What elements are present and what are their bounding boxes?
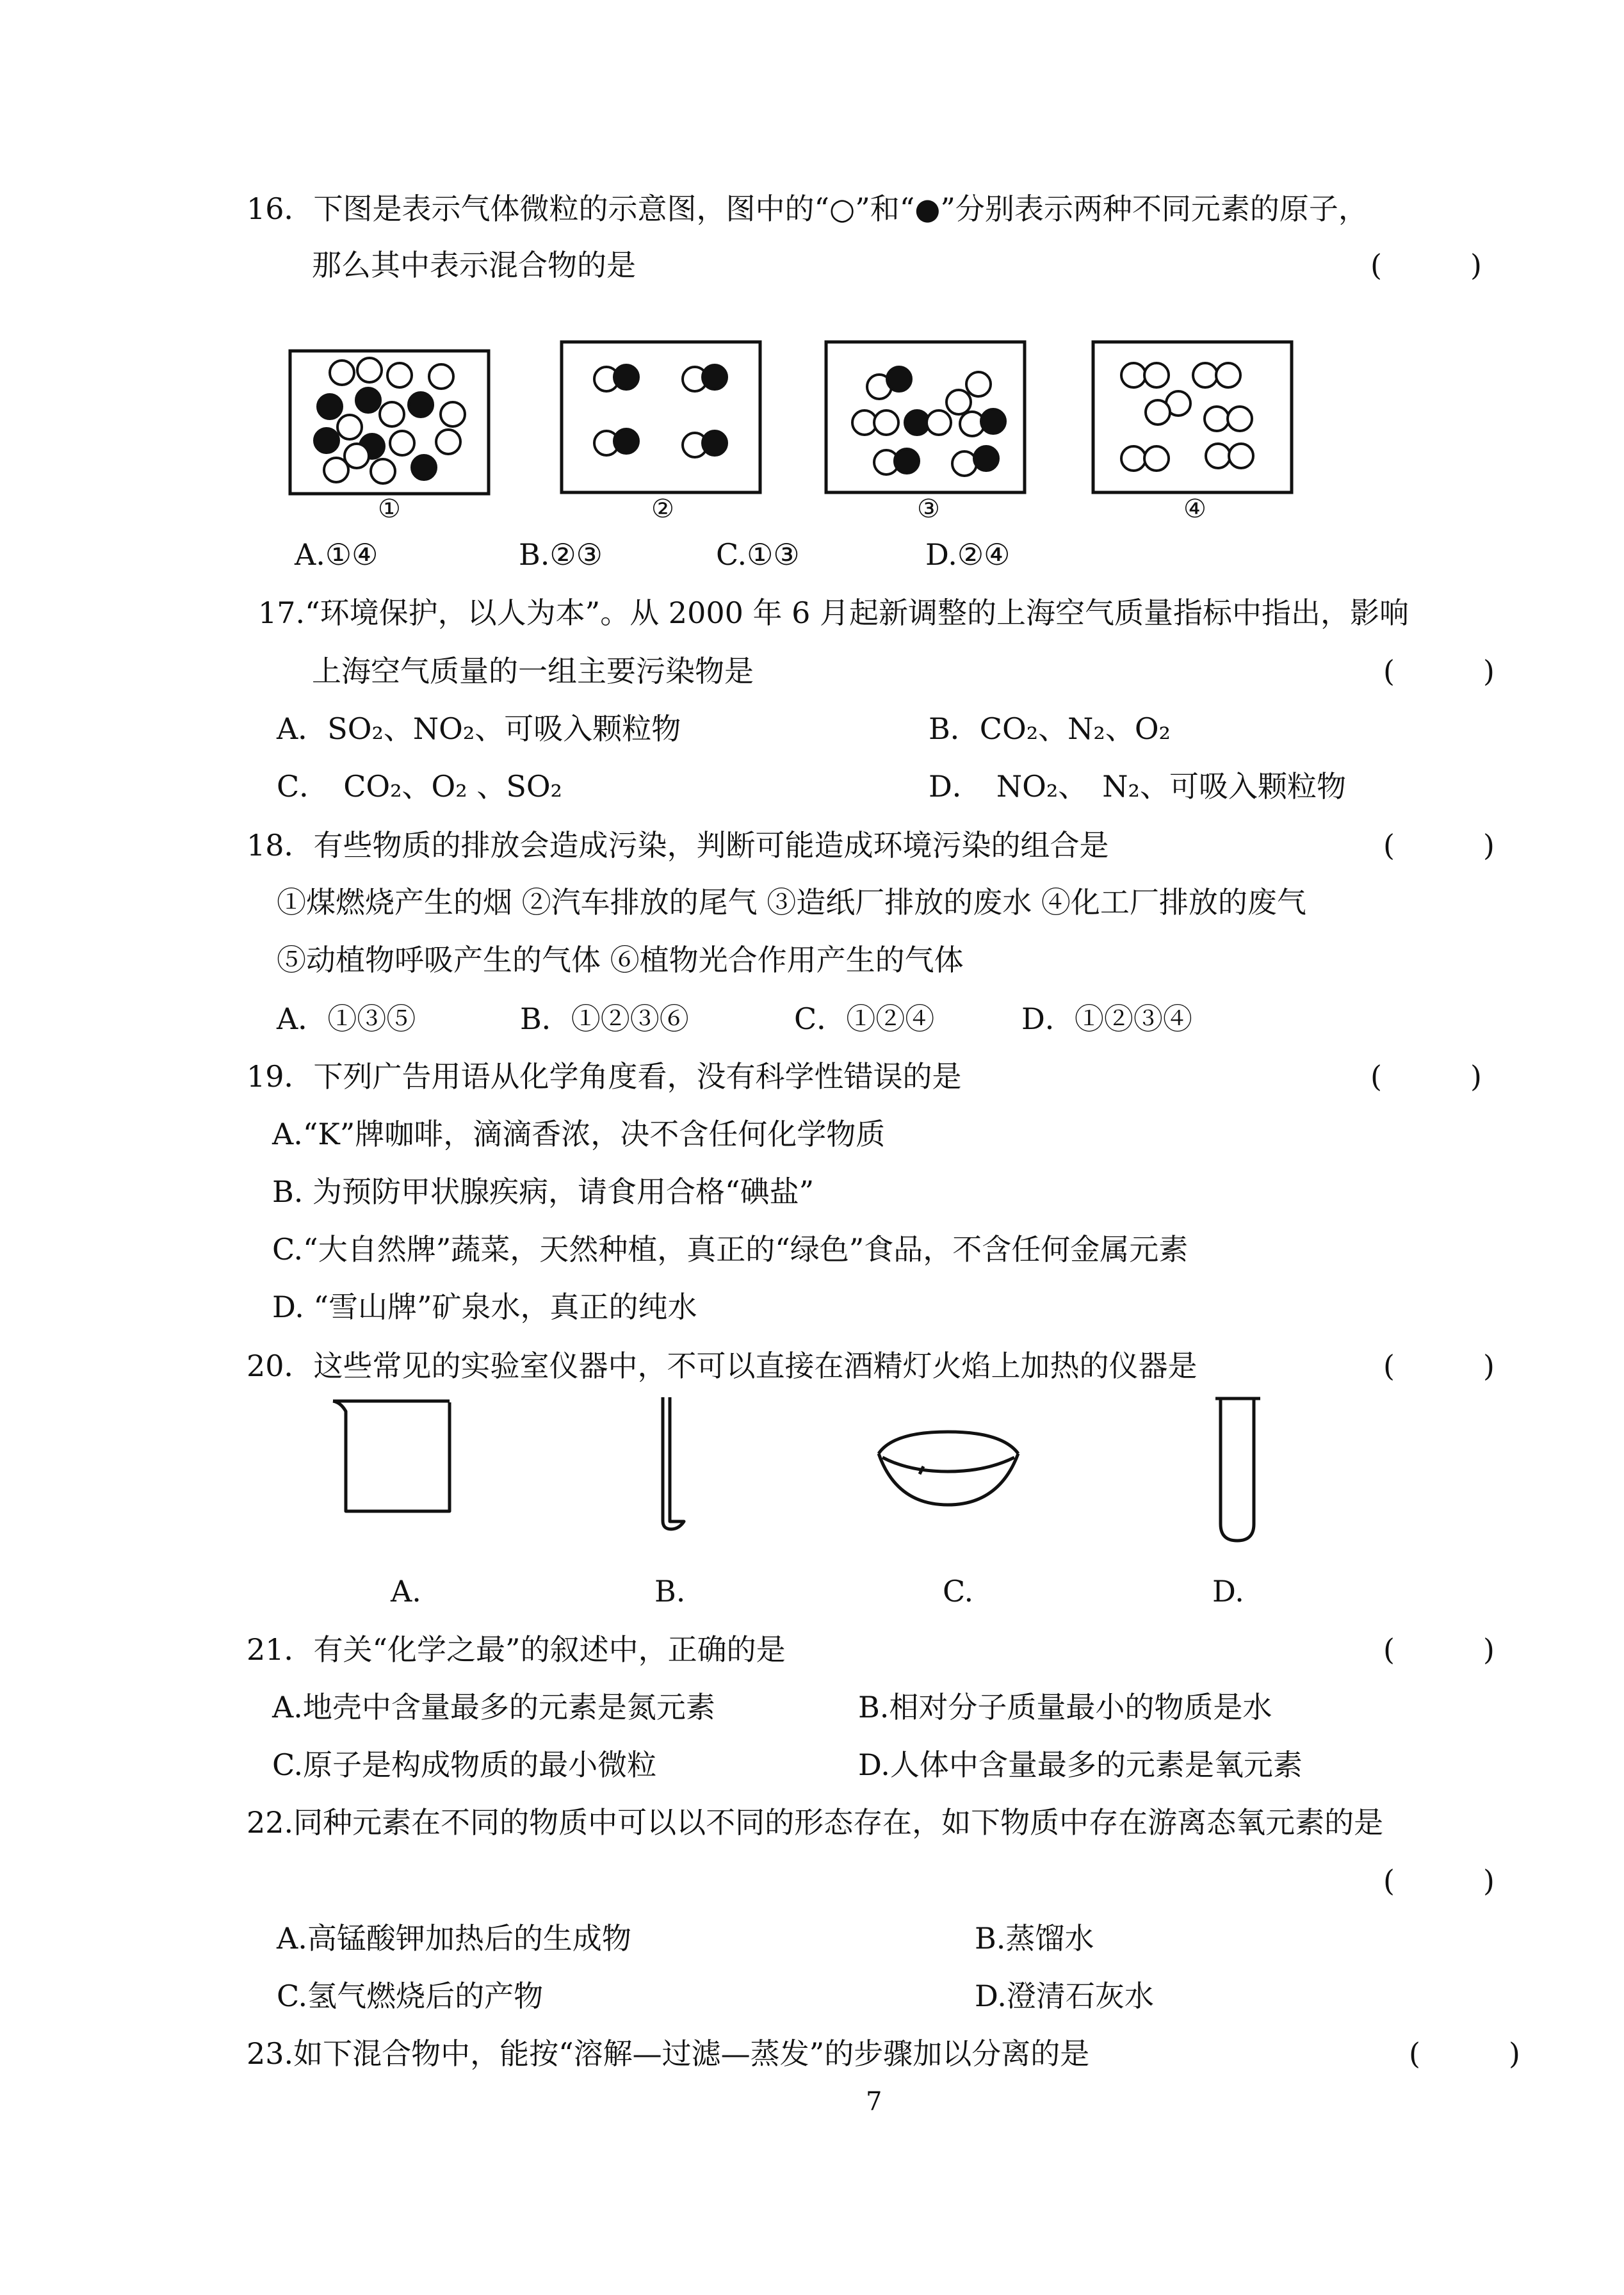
q20-answer-paren: ( ): [1383, 1349, 1495, 1383]
q17-stem-line2: 上海空气质量的一组主要污染物是: [312, 654, 754, 688]
evaporating-dish-icon: [879, 1432, 1018, 1505]
q16-stem-line1: 16．下图是表示气体微粒的示意图，图中的“○”和“●”分别表示两种不同元素的原子，: [247, 191, 1368, 226]
beaker-icon: [333, 1401, 450, 1511]
page-number: 7: [866, 2087, 882, 2116]
q21-option-b[interactable]: B.相对分子质量最小的物质是水: [858, 1690, 1272, 1724]
q22-option-b[interactable]: B.蒸馏水: [975, 1921, 1094, 1956]
q22-answer-paren: ( ): [1383, 1863, 1495, 1898]
q16-particle-diagrams: [0, 333, 1624, 499]
q20-instruments: [0, 1390, 1624, 1550]
q20-option-c[interactable]: C.: [943, 1574, 974, 1609]
diagram-box-4: [1093, 342, 1292, 492]
q23-stem: 23.如下混合物中，能按“溶解—过滤—蒸发”的步骤加以分离的是: [247, 2036, 1090, 2071]
q17-option-d[interactable]: D． NO₂、 N₂、可吸入颗粒物: [929, 769, 1346, 804]
q19-option-d[interactable]: D. “雪山牌”矿泉水，真正的纯水: [272, 1290, 697, 1324]
q20-stem: 20．这些常见的实验室仪器中，不可以直接在酒精灯火焰上加热的仪器是: [247, 1349, 1198, 1383]
q19-option-c[interactable]: C.“大自然牌”蔬菜，天然种植，真正的“绿色”食品，不含任何金属元素: [272, 1232, 1189, 1267]
q20-option-d[interactable]: D.: [1212, 1574, 1244, 1609]
q22-option-d[interactable]: D.澄清石灰水: [975, 1979, 1154, 2013]
q21-option-c[interactable]: C.原子是构成物质的最小微粒: [272, 1748, 657, 1782]
q21-answer-paren: ( ): [1383, 1632, 1495, 1667]
q19-stem: 19．下列广告用语从化学角度看，没有科学性错误的是: [247, 1059, 962, 1094]
q21-option-d[interactable]: D.人体中含量最多的元素是氧元素: [858, 1748, 1303, 1782]
q22-stem: 22.同种元素在不同的物质中可以以不同的形态存在，如下物质中存在游离态氧元素的是: [247, 1805, 1384, 1840]
q22-option-a[interactable]: A.高锰酸钾加热后的生成物: [277, 1921, 631, 1956]
q18-items-line2: ⑤动植物呼吸产生的气体 ⑥植物光合作用产生的气体: [277, 943, 964, 977]
q16-stem-line2: 那么其中表示混合物的是: [312, 248, 636, 282]
diagram-box-2: [562, 342, 760, 492]
q16-option-b[interactable]: B.②③: [519, 537, 603, 572]
q16-fig-label-1: ①: [378, 494, 401, 524]
q18-items-line1: ①煤燃烧产生的烟 ②汽车排放的尾气 ③造纸厂排放的废水 ④化工厂排放的废气: [277, 885, 1306, 920]
q16-option-a[interactable]: A.①④: [295, 537, 378, 572]
q16-fig-label-3: ③: [917, 494, 940, 524]
q22-option-c[interactable]: C.氢气燃烧后的产物: [277, 1979, 544, 2013]
q16-answer-paren: ( ): [1370, 248, 1482, 282]
q23-answer-paren: ( ): [1409, 2036, 1520, 2071]
q16-option-d[interactable]: D.②④: [925, 537, 1011, 572]
q20-option-b[interactable]: B.: [654, 1574, 686, 1609]
q18-option-d[interactable]: D．①②③④: [1021, 1002, 1192, 1036]
q19-option-a[interactable]: A.“K”牌咖啡，滴滴香浓，决不含任何化学物质: [272, 1117, 886, 1151]
q18-answer-paren: ( ): [1383, 828, 1495, 863]
q21-option-a[interactable]: A.地壳中含量最多的元素是氮元素: [272, 1690, 715, 1724]
q17-option-a[interactable]: A．SO₂、NO₂、可吸入颗粒物: [277, 711, 681, 746]
q19-answer-paren: ( ): [1370, 1059, 1482, 1094]
q18-option-b[interactable]: B．①②③⑥: [520, 1002, 689, 1036]
q17-stem-line1: 17.“环境保护，以人为本”。从 2000 年 6 月起新调整的上海空气质量指标中指出，影响: [258, 596, 1409, 630]
q18-option-c[interactable]: C．①②④: [794, 1002, 935, 1036]
q18-stem: 18．有些物质的排放会造成污染，判断可能造成环境污染的组合是: [247, 828, 1109, 863]
q16-option-c[interactable]: C.①③: [716, 537, 800, 572]
q21-stem: 21．有关“化学之最”的叙述中，正确的是: [247, 1632, 786, 1667]
q17-option-c[interactable]: C． CO₂、O₂ 、SO₂: [277, 769, 562, 804]
q17-answer-paren: ( ): [1383, 654, 1495, 688]
spoon-icon: [663, 1397, 684, 1529]
q18-option-a[interactable]: A．①③⑤: [277, 1002, 416, 1036]
q16-fig-label-4: ④: [1183, 494, 1206, 524]
q17-option-b[interactable]: B．CO₂、N₂、O₂: [929, 711, 1171, 746]
q16-fig-label-2: ②: [651, 494, 674, 524]
test-tube-icon: [1215, 1399, 1260, 1541]
q20-option-a[interactable]: A.: [391, 1574, 421, 1609]
q19-option-b[interactable]: B. 为预防甲状腺疾病，请食用合格“碘盐”: [272, 1174, 815, 1209]
